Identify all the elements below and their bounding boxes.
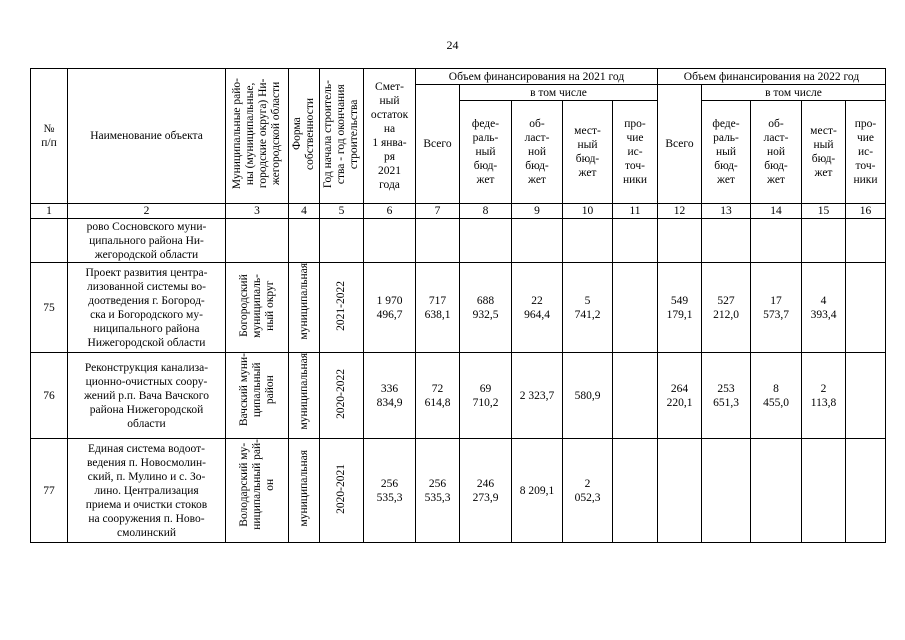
row-cell xyxy=(460,219,512,263)
header-other-2021: про- чие ис- точ- ники xyxy=(613,101,658,204)
row-federal-2021: 69 710,2 xyxy=(460,353,512,439)
row-other-2022 xyxy=(846,353,886,439)
row-district-text: Богородский муниципаль- ный округ xyxy=(237,273,276,338)
row-local-2022: 2 113,8 xyxy=(802,353,846,439)
row-num xyxy=(31,219,68,263)
row-ownership xyxy=(289,219,320,263)
col-number: 7 xyxy=(416,204,460,219)
row-years-text: 2020-2022 xyxy=(335,368,347,419)
row-district xyxy=(226,263,289,353)
column-numbers-row xyxy=(31,204,886,219)
row-total-2022: 549 179,1 xyxy=(658,263,702,353)
row-cell xyxy=(702,219,751,263)
row-num: 75 xyxy=(31,263,68,353)
row-years xyxy=(320,353,364,439)
row-federal-2022: 253 651,3 xyxy=(702,353,751,439)
header-total-2021: Всего xyxy=(416,85,460,204)
row-ownership xyxy=(289,439,320,543)
row-regional-2021: 8 209,1 xyxy=(512,439,563,543)
row-district-text: Вачский муни- ципальный район xyxy=(237,353,276,427)
row-balance: 336 834,9 xyxy=(364,353,416,439)
row-other-2021 xyxy=(613,439,658,543)
row-cell xyxy=(751,219,802,263)
row-federal-2021: 246 273,9 xyxy=(460,439,512,543)
header-total-2022: Всего xyxy=(658,85,702,204)
header-federal-2022: феде- раль- ный бюд- жет xyxy=(702,101,751,204)
row-ownership-text: муниципальная xyxy=(297,263,310,340)
header-other-2022: про- чие ис- точ- ники xyxy=(846,101,886,204)
col-number: 12 xyxy=(658,204,702,219)
row-years xyxy=(320,219,364,263)
col-number: 3 xyxy=(226,204,289,219)
col-number: 1 xyxy=(31,204,68,219)
header-ownership-text: Форма собственности xyxy=(291,98,316,170)
header-fin-2021: Объем финансирования на 2021 год xyxy=(416,69,658,85)
row-ownership-text: муниципальная xyxy=(297,450,310,527)
row-ownership xyxy=(289,353,320,439)
header-district-text: Муниципальные райо- ны (муниципальные, городские округа) Ни- жегородской области xyxy=(231,78,282,190)
col-number: 2 xyxy=(68,204,226,219)
row-balance: 1 970 496,7 xyxy=(364,263,416,353)
col-number: 15 xyxy=(802,204,846,219)
row-federal-2022 xyxy=(702,439,751,543)
row-name: Реконструкция канализа- ционно-очистных соору- жений р.п. Вача Вачского района Нижегородской области xyxy=(68,353,226,439)
row-total-2021: 717 638,1 xyxy=(416,263,460,353)
row-other-2022 xyxy=(846,263,886,353)
table-row xyxy=(31,219,886,263)
row-other-2021 xyxy=(613,263,658,353)
row-local-2021: 2 052,3 xyxy=(563,439,613,543)
row-ownership xyxy=(289,263,320,353)
col-number: 11 xyxy=(613,204,658,219)
col-number: 5 xyxy=(320,204,364,219)
col-number: 9 xyxy=(512,204,563,219)
financing-table xyxy=(30,68,886,543)
header-name: Наименование объекта xyxy=(68,69,226,204)
row-district xyxy=(226,353,289,439)
row-regional-2021: 22 964,4 xyxy=(512,263,563,353)
header-district xyxy=(226,69,289,204)
row-regional-2022: 8 455,0 xyxy=(751,353,802,439)
row-local-2022: 4 393,4 xyxy=(802,263,846,353)
row-local-2021: 580,9 xyxy=(563,353,613,439)
table-row xyxy=(31,439,886,543)
col-number: 10 xyxy=(563,204,613,219)
row-district xyxy=(226,219,289,263)
row-regional-2022 xyxy=(751,439,802,543)
row-name: рово Сосновского муни- ципального района Ни- жегородской области xyxy=(68,219,226,263)
row-cell xyxy=(846,219,886,263)
row-district-text: Володарский му- ниципальный рай- он xyxy=(237,439,276,530)
row-years-text: 2020-2021 xyxy=(335,463,347,514)
header-years-text: Год начала строитель- ства - год окончания строительства xyxy=(322,79,360,189)
row-regional-2022: 17 573,7 xyxy=(751,263,802,353)
col-number: 13 xyxy=(702,204,751,219)
row-local-2021: 5 741,2 xyxy=(563,263,613,353)
row-years xyxy=(320,263,364,353)
header-fin-2022: Объем финансирования на 2022 год xyxy=(658,69,886,85)
header-regional-2021: об- ласт- ной бюд- жет xyxy=(512,101,563,204)
row-name: Единая система водоот- ведения п. Новосмолин- ский, п. Мулино и с. Зо- лино. Централизация приема и очистки стоков на сооружения п. Ново- смолинский xyxy=(68,439,226,543)
row-cell xyxy=(658,219,702,263)
row-name: Проект развития центра- лизованной системы во- доотведения г. Богород- ска и Богородского му- ниципального района Нижегородской области xyxy=(68,263,226,353)
header-local-2021: мест- ный бюд- жет xyxy=(563,101,613,204)
col-number: 16 xyxy=(846,204,886,219)
row-cell xyxy=(613,219,658,263)
col-number: 14 xyxy=(751,204,802,219)
row-federal-2022: 527 212,0 xyxy=(702,263,751,353)
page-number: 24 xyxy=(446,38,459,52)
row-years-text: 2021-2022 xyxy=(335,280,347,331)
row-balance: 256 535,3 xyxy=(364,439,416,543)
col-number: 4 xyxy=(289,204,320,219)
row-other-2021 xyxy=(613,353,658,439)
col-number: 6 xyxy=(364,204,416,219)
header-local-2022: мест- ный бюд- жет xyxy=(802,101,846,204)
header-including-2022: в том числе xyxy=(702,85,886,101)
header-years xyxy=(320,69,364,204)
row-total-2022 xyxy=(658,439,702,543)
row-federal-2021: 688 932,5 xyxy=(460,263,512,353)
row-cell xyxy=(563,219,613,263)
header-federal-2021: феде- раль- ный бюд- жет xyxy=(460,101,512,204)
row-years xyxy=(320,439,364,543)
row-num: 77 xyxy=(31,439,68,543)
row-total-2021: 256 535,3 xyxy=(416,439,460,543)
row-ownership-text: муниципальная xyxy=(297,353,310,430)
row-num: 76 xyxy=(31,353,68,439)
table-row xyxy=(31,263,886,353)
header-regional-2022: об- ласт- ной бюд- жет xyxy=(751,101,802,204)
row-cell xyxy=(416,219,460,263)
table-row xyxy=(31,353,886,439)
row-regional-2021: 2 323,7 xyxy=(512,353,563,439)
row-cell xyxy=(512,219,563,263)
header-balance: Смет- ный остаток на 1 янва- ря 2021 года xyxy=(364,69,416,204)
header-including-2021: в том числе xyxy=(460,85,658,101)
header-num: № п/п xyxy=(31,69,68,204)
row-total-2021: 72 614,8 xyxy=(416,353,460,439)
row-local-2022 xyxy=(802,439,846,543)
row-balance xyxy=(364,219,416,263)
col-number: 8 xyxy=(460,204,512,219)
row-district xyxy=(226,439,289,543)
row-cell xyxy=(802,219,846,263)
row-total-2022: 264 220,1 xyxy=(658,353,702,439)
header-ownership xyxy=(289,69,320,204)
row-other-2022 xyxy=(846,439,886,543)
